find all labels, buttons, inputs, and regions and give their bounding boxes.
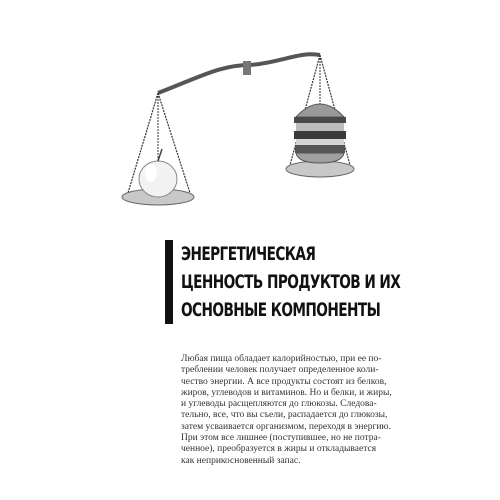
body-line: жиров, углеводов и витаминов. Но и белки, и жиры, (181, 387, 392, 398)
body-line: треблении человек получает определенное коли- (181, 365, 379, 376)
title-line: ЦЕННОСТЬ ПРОДУКТОВ И ИХ (181, 271, 401, 293)
body-paragraph (181, 354, 431, 467)
body-line: затем усваивается организмом, переходя в энергию. (181, 421, 391, 432)
body-line: чество энергии. А все продукты состоят из белков, (181, 376, 387, 387)
scale-pivot (243, 61, 251, 75)
body-line: и углеводы расщепляются до глюкозы. Следова- (181, 399, 377, 410)
body-line: При этом все лишнее (поступившее, но не потра- (181, 433, 381, 444)
body-line: тельно, все, что вы съели, распадается до глюкозы, (181, 410, 388, 421)
section-title (181, 240, 401, 324)
burger-icon (294, 104, 346, 163)
scales-illustration (110, 35, 400, 225)
title-accent-bar (165, 240, 173, 324)
body-line: Любая пища обладает калорийностью, при ее по- (181, 354, 382, 364)
body-line: ченное), преобразуется в жиры и откладывается (181, 444, 377, 455)
title-line: ОСНОВНЫЕ КОМПОНЕНТЫ (181, 299, 381, 321)
title-line: ЭНЕРГЕТИЧЕСКАЯ (181, 243, 316, 265)
body-line: как неприкосновенный запас. (181, 455, 301, 466)
scale-beam (158, 54, 320, 93)
